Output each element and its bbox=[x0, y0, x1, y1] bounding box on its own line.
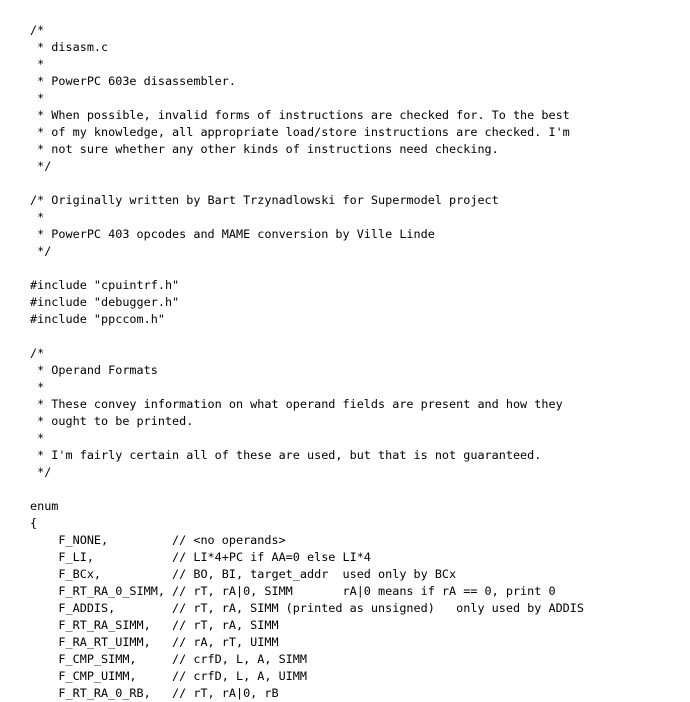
code-line: enum bbox=[30, 499, 59, 513]
code-line: F_CMP_SIMM, // crfD, L, A, SIMM bbox=[30, 652, 307, 666]
code-line: * I'm fairly certain all of these are used, but that is not guaranteed. bbox=[30, 448, 542, 462]
code-line: * ought to be printed. bbox=[30, 414, 194, 428]
code-line: /* Originally written by Bart Trzynadlowski for Supermodel project bbox=[30, 193, 499, 207]
code-line: #include "cpuintrf.h" bbox=[30, 278, 180, 292]
code-line: * disasm.c bbox=[30, 40, 109, 54]
code-line: #include "debugger.h" bbox=[30, 295, 180, 309]
code-line: * PowerPC 403 opcodes and MAME conversion by Ville Linde bbox=[30, 227, 435, 241]
code-line: * bbox=[30, 431, 45, 445]
code-line: F_BCx, // BO, BI, target_addr used only by BCx bbox=[30, 567, 457, 581]
code-line: * bbox=[30, 210, 45, 224]
code-line bbox=[30, 175, 690, 192]
code-line: * These convey information on what operand fields are present and how they bbox=[30, 397, 563, 411]
code-line: #include "ppccom.h" bbox=[30, 312, 165, 326]
code-line: * bbox=[30, 380, 45, 394]
code-line: /* bbox=[30, 23, 45, 37]
code-line: F_RA_RT_UIMM, // rA, rT, UIMM bbox=[30, 635, 279, 649]
code-line: F_RT_RA_0_SIMM, // rT, rA|0, SIMM rA|0 means if rA == 0, print 0 bbox=[30, 584, 556, 598]
code-line: * bbox=[30, 91, 45, 105]
code-line: * When possible, invalid forms of instructions are checked for. To the best bbox=[30, 108, 570, 122]
code-line: * not sure whether any other kinds of instructions need checking. bbox=[30, 142, 499, 156]
code-line: F_ADDIS, // rT, rA, SIMM (printed as unsigned) only used by ADDIS bbox=[30, 601, 584, 615]
code-line: * of my knowledge, all appropriate load/store instructions are checked. I'm bbox=[30, 125, 570, 139]
code-line: /* bbox=[30, 346, 45, 360]
code-line: * Operand Formats bbox=[30, 363, 158, 377]
code-line: */ bbox=[30, 465, 52, 479]
code-line bbox=[30, 260, 690, 277]
code-line: F_NONE, // <no operands> bbox=[30, 533, 286, 547]
code-line: F_LI, // LI*4+PC if AA=0 else LI*4 bbox=[30, 550, 371, 564]
code-line: */ bbox=[30, 244, 52, 258]
source-code-view bbox=[30, 22, 690, 702]
code-line bbox=[30, 328, 690, 345]
code-line: * PowerPC 603e disassembler. bbox=[30, 74, 236, 88]
code-line: { bbox=[30, 516, 38, 530]
code-line: F_RT_RA_0_RB, // rT, rA|0, rB bbox=[30, 686, 279, 700]
code-line: F_CMP_UIMM, // crfD, L, A, UIMM bbox=[30, 669, 307, 683]
code-line: * bbox=[30, 57, 45, 71]
code-line bbox=[30, 481, 690, 498]
code-line: */ bbox=[30, 159, 52, 173]
code-line: F_RT_RA_SIMM, // rT, rA, SIMM bbox=[30, 618, 279, 632]
